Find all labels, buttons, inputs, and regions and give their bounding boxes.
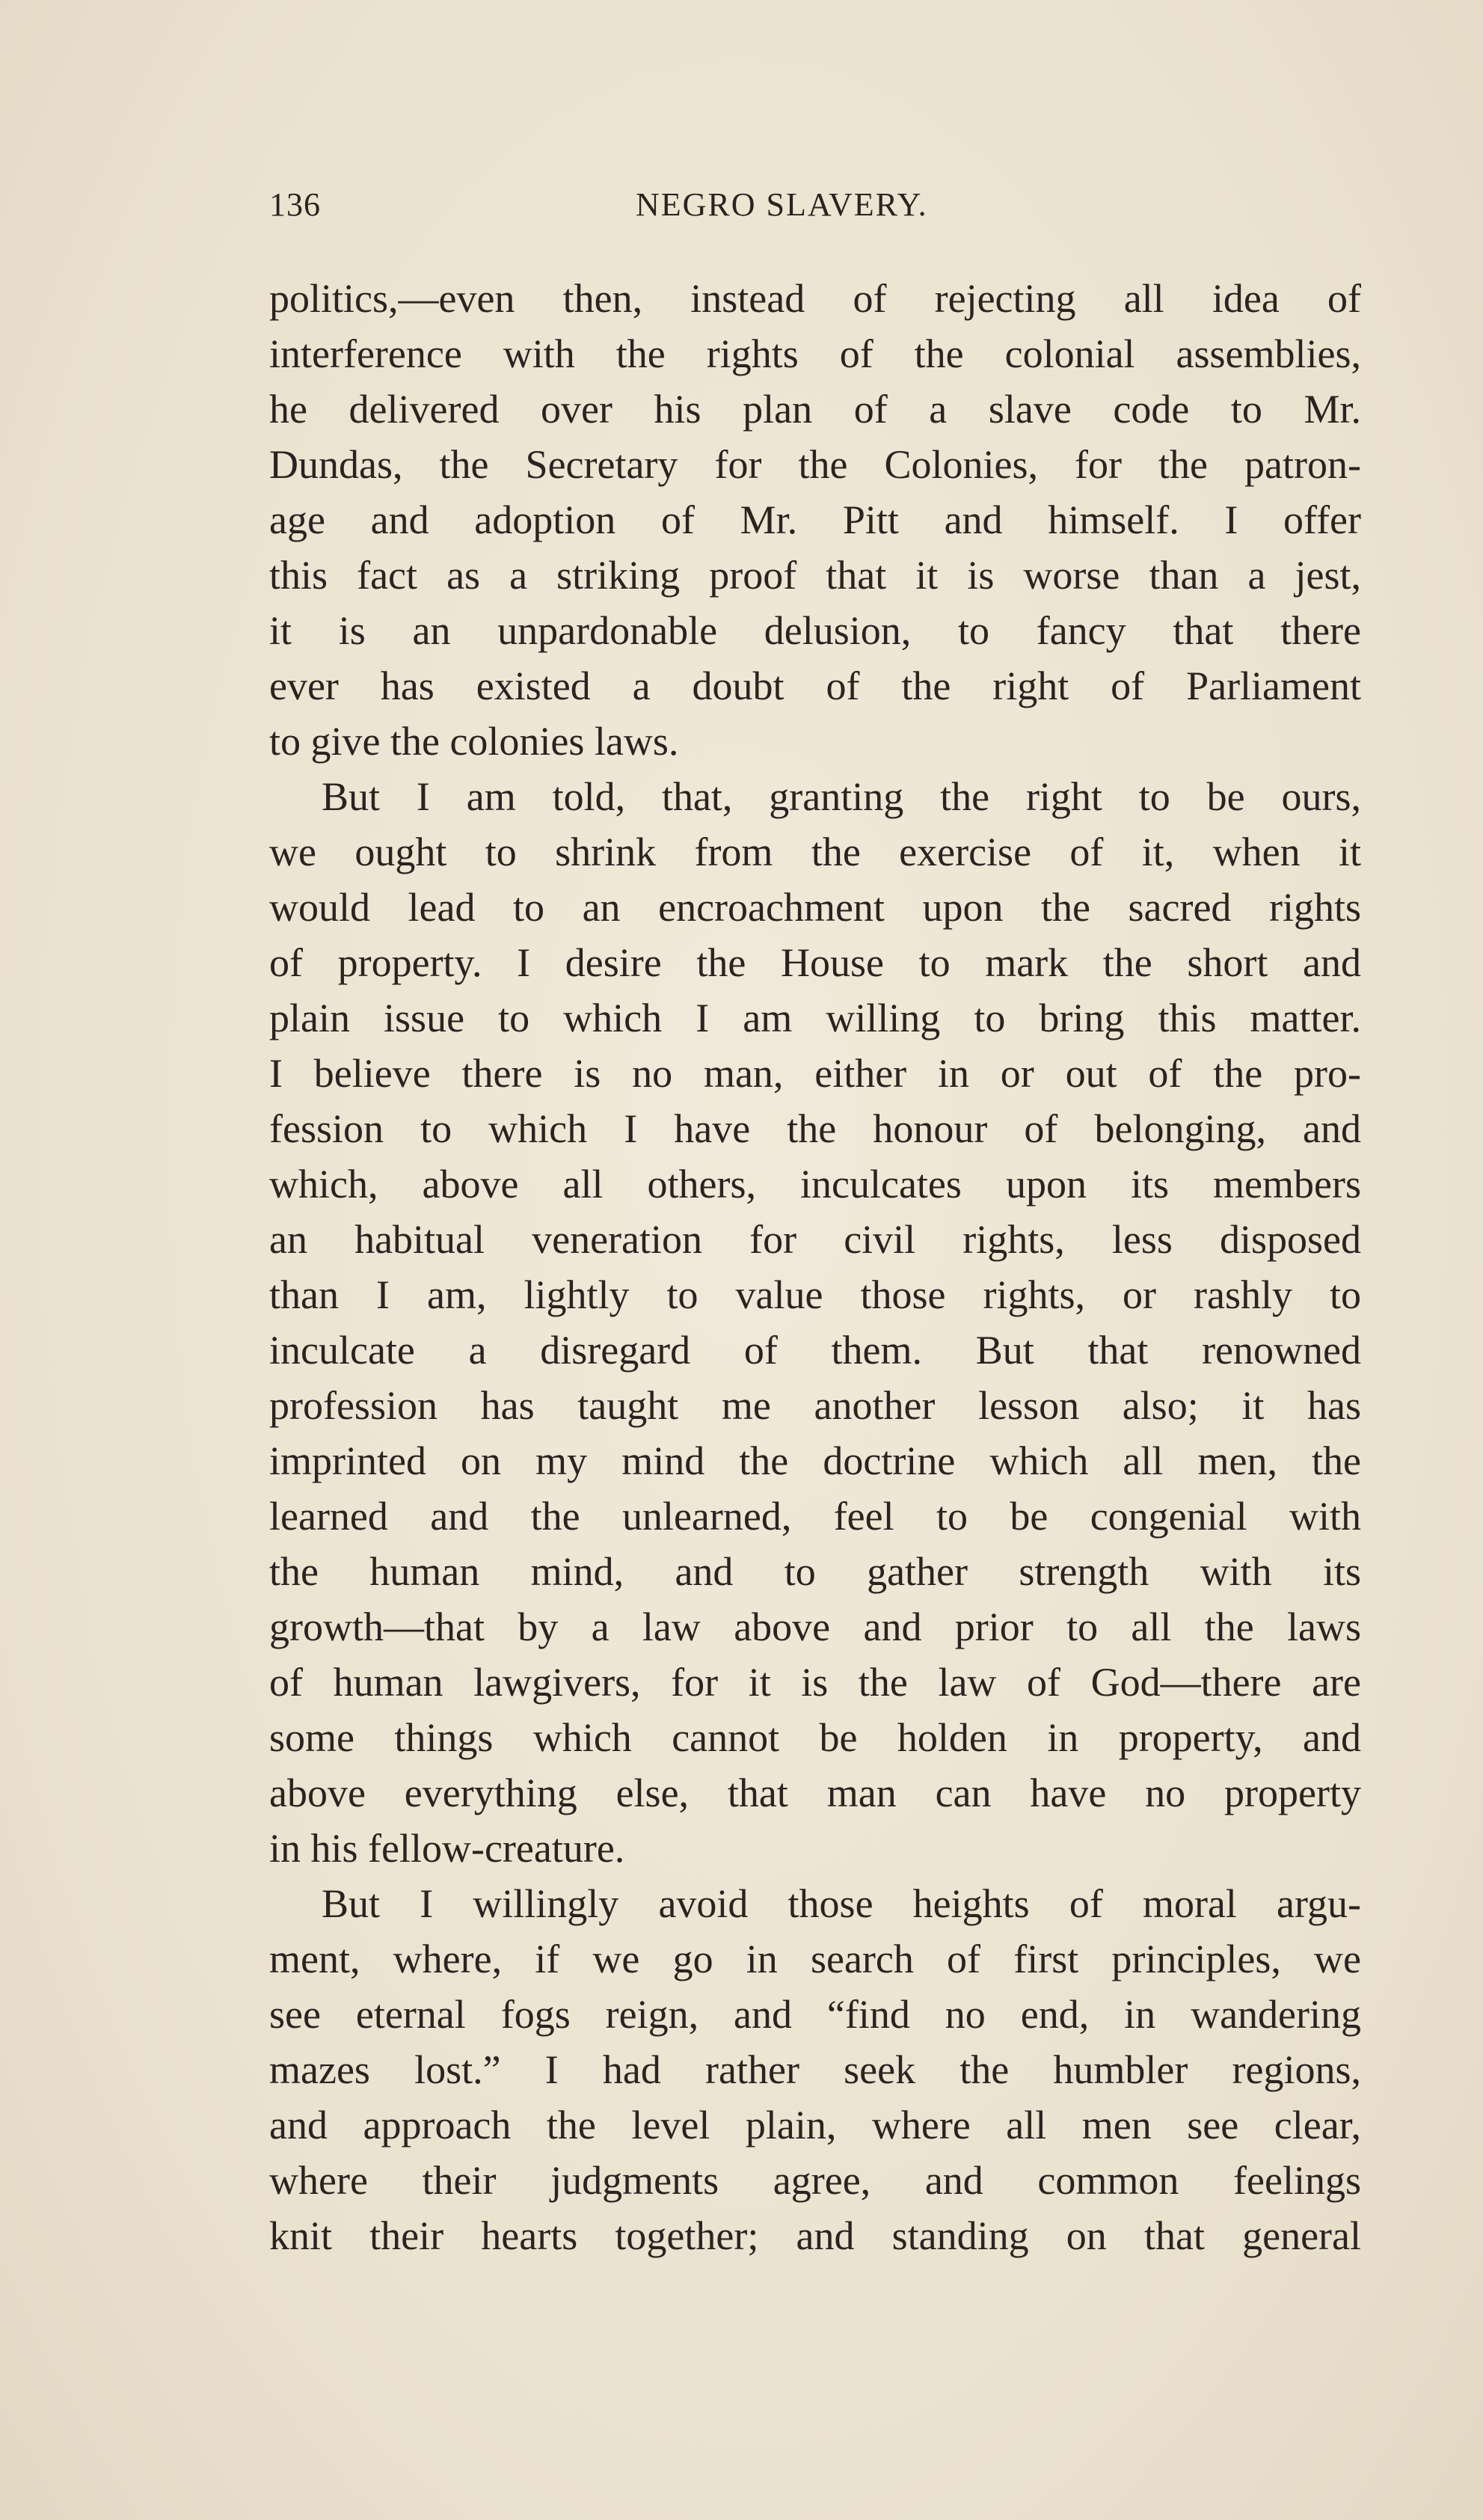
text-line: the human mind, and to gather strength with its [269,1549,1361,1594]
text-line: fession to which I have the honour of belonging, and [269,1106,1361,1151]
text-line: which, above all others, inculcates upon its members [269,1162,1361,1207]
text-line: inculcate a disregard of them. But that renowned [269,1328,1361,1373]
text-line: see eternal fogs reign, and “find no end, in wandering [269,1992,1361,2037]
text-line: he delivered over his plan of a slave code to Mr. [269,387,1361,432]
text-line: of human lawgivers, for it is the law of God—there are [269,1660,1361,1705]
text-line: an habitual veneration for civil rights, less disposed [269,1217,1361,1262]
text-line: it is an unpardonable delusion, to fancy that there [269,608,1361,653]
text-line: imprinted on my mind the doctrine which all men, the [269,1438,1361,1483]
text-line: plain issue to which I am willing to bring this matter. [269,996,1361,1040]
paragraph-3 [269,1876,1361,2263]
running-title: NEGRO SLAVERY. [636,186,928,223]
running-head [269,186,1017,230]
text-line: But I willingly avoid those heights of moral argu- [322,1881,1361,1926]
page-number: 136 [269,186,321,223]
text-line: But I am told, that, granting the right to be ours, [322,774,1361,819]
paragraph-1 [269,271,1361,769]
text-line: ment, where, if we go in search of first principles, we [269,1937,1361,1981]
paragraph-2 [269,769,1361,1876]
text-line: would lead to an encroachment upon the sacred rights [269,885,1361,930]
text-line: we ought to shrink from the exercise of it, when it [269,830,1361,874]
text-line: where their judgments agree, and common feelings [269,2158,1361,2203]
text-line: Dundas, the Secretary for the Colonies, for the patron- [269,442,1361,487]
text-line: and approach the level plain, where all men see clear, [269,2103,1361,2147]
text-line: I believe there is no man, either in or out of the pro- [269,1051,1361,1096]
text-line: age and adoption of Mr. Pitt and himself. I offer [269,497,1361,542]
text-line: knit their hearts together; and standing on that general [269,2213,1361,2258]
text-line: some things which cannot be holden in property, and [269,1715,1361,1760]
text-line: growth—that by a law above and prior to all the laws [269,1604,1361,1649]
text-line: ever has existed a doubt of the right of Parliament [269,663,1361,708]
text-line: of property. I desire the House to mark the short and [269,940,1361,985]
text-line: profession has taught me another lesson also; it has [269,1383,1361,1428]
text-line: mazes lost.” I had rather seek the humbler regions, [269,2047,1361,2092]
text-line: this fact as a striking proof that it is worse than a jest, [269,553,1361,598]
body-text [269,271,1361,2263]
text-line: interference with the rights of the colonial assemblies, [269,331,1361,376]
text-line: than I am, lightly to value those rights, or rashly to [269,1272,1361,1317]
text-line: above everything else, that man can have no property [269,1771,1361,1815]
text-line: to give the colonies laws. [269,719,679,764]
text-line: politics,—even then, instead of rejecting all idea of [269,276,1361,321]
text-line: in his fellow-creature. [269,1826,625,1871]
text-line: learned and the unlearned, feel to be congenial with [269,1494,1361,1539]
